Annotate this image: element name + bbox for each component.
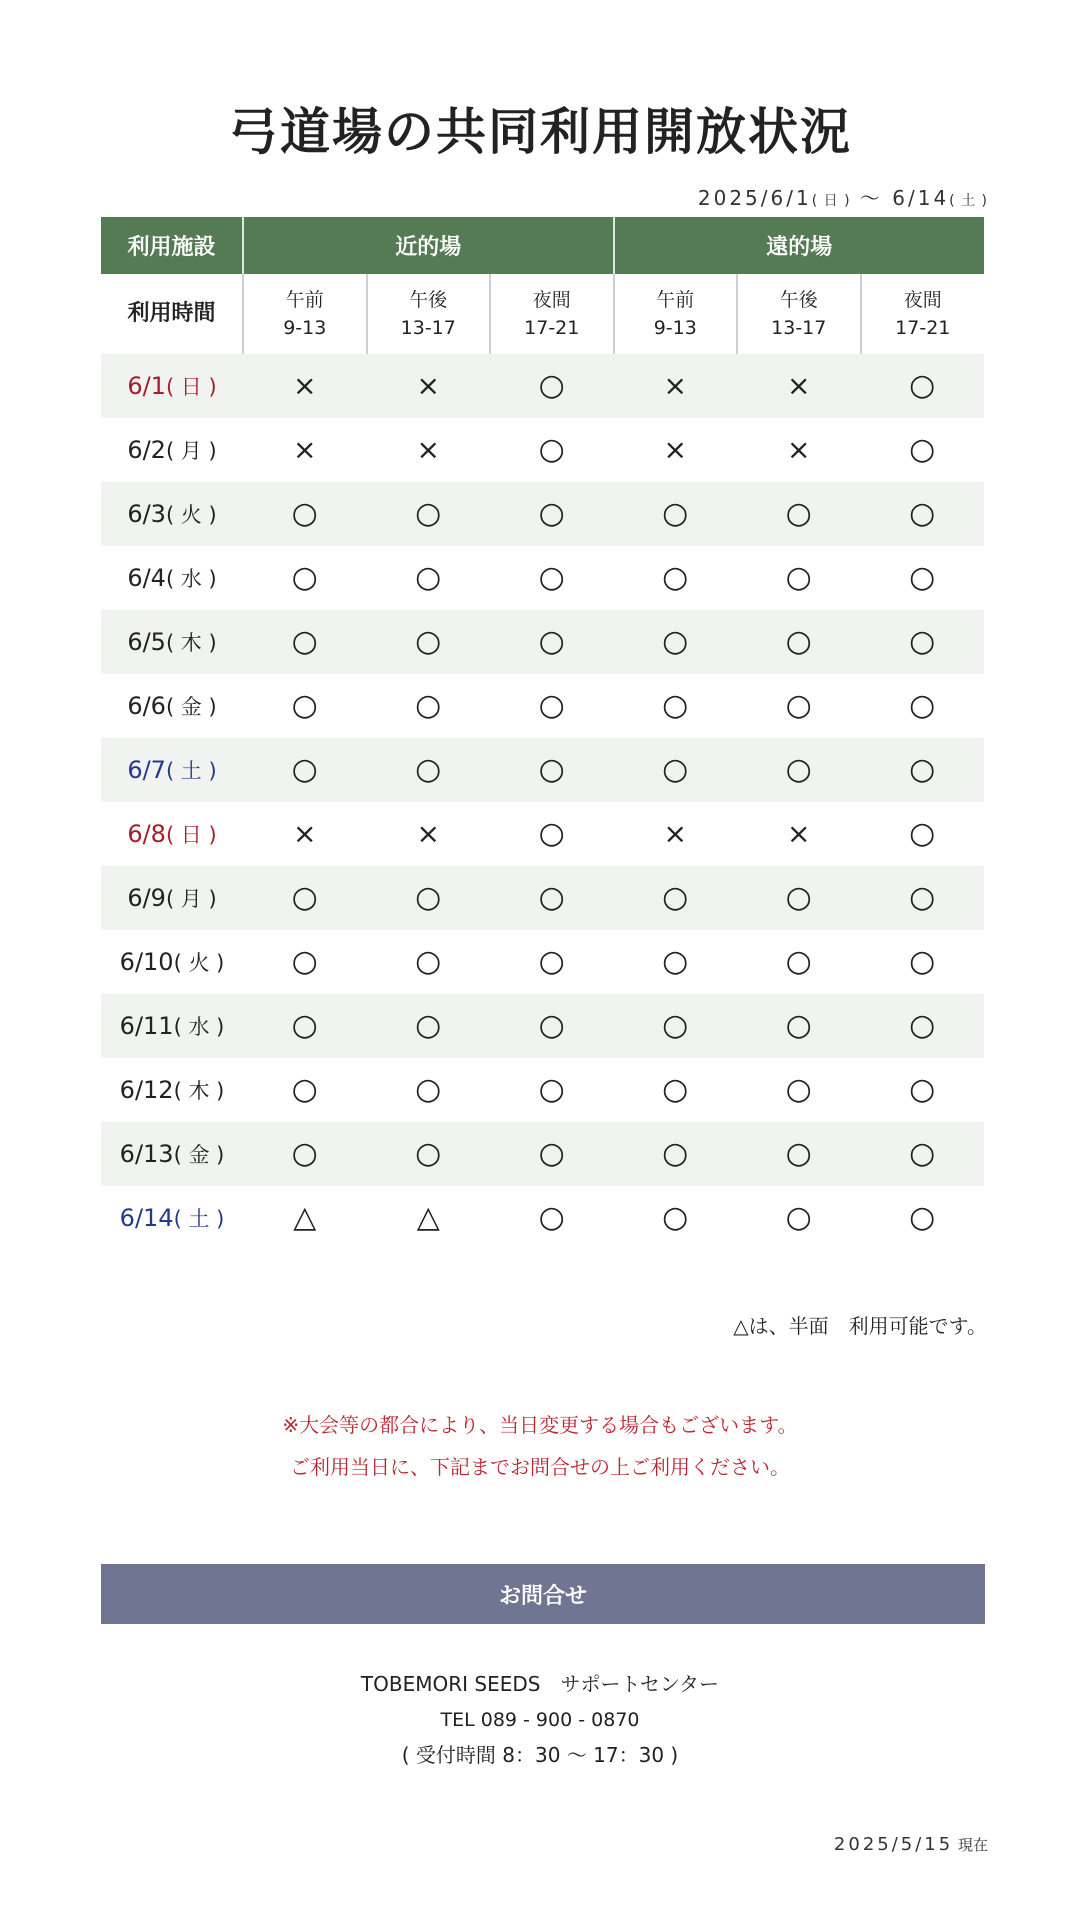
available-mark: ○	[291, 624, 318, 659]
available-mark: ○	[415, 1008, 442, 1043]
availability-cell	[367, 994, 491, 1058]
time-slot-header	[367, 274, 491, 354]
weekday-text: ( 日 )	[165, 375, 217, 399]
time-slot-name: 午後	[779, 289, 818, 311]
date-text: 6/4	[127, 564, 166, 592]
schedule-body	[101, 354, 984, 1250]
table-row	[101, 1186, 984, 1250]
availability-cell	[243, 866, 367, 930]
available-mark: ○	[909, 368, 936, 403]
availability-cell	[861, 994, 985, 1058]
time-slot-hours: 9-13	[653, 317, 697, 339]
available-mark: ○	[785, 1136, 812, 1171]
facility-header-row	[101, 217, 984, 274]
availability-cell	[737, 546, 861, 610]
availability-cell	[367, 482, 491, 546]
weekday-text: ( 水 )	[165, 567, 217, 591]
available-mark: ○	[415, 1072, 442, 1107]
available-mark: ○	[291, 560, 318, 595]
unavailable-mark: ×	[663, 368, 687, 402]
available-mark: ○	[785, 880, 812, 915]
availability-cell	[861, 482, 985, 546]
period-end-weekday: ( 土 )	[949, 193, 988, 209]
availability-cell	[614, 738, 738, 802]
available-mark: ○	[538, 816, 565, 851]
available-mark: ○	[662, 1008, 689, 1043]
availability-cell	[737, 1122, 861, 1186]
available-mark: ○	[662, 560, 689, 595]
contact-hours: ( 受付時間 8：30 〜 17：30 )	[401, 1743, 679, 1767]
date-cell	[101, 546, 243, 610]
available-mark: ○	[538, 752, 565, 787]
available-mark: ○	[909, 880, 936, 915]
available-mark: ○	[538, 1200, 565, 1235]
available-mark: ○	[291, 496, 318, 531]
weekday-text: ( 木 )	[165, 631, 217, 655]
half-available-mark: △	[293, 1200, 317, 1235]
available-mark: ○	[415, 880, 442, 915]
availability-cell	[490, 866, 614, 930]
availability-cell	[243, 482, 367, 546]
availability-cell	[490, 482, 614, 546]
unavailable-mark: ×	[787, 368, 811, 402]
availability-cell	[367, 1186, 491, 1250]
available-mark: ○	[538, 560, 565, 595]
date-text: 6/12	[119, 1076, 174, 1104]
availability-cell	[737, 802, 861, 866]
unavailable-mark: ×	[787, 432, 811, 466]
availability-cell	[737, 354, 861, 418]
availability-cell	[614, 1058, 738, 1122]
unavailable-mark: ×	[293, 432, 317, 466]
table-row	[101, 1122, 984, 1186]
availability-cell	[490, 994, 614, 1058]
available-mark: ○	[662, 496, 689, 531]
available-mark: ○	[538, 688, 565, 723]
availability-cell	[367, 930, 491, 994]
availability-cell	[243, 994, 367, 1058]
table-row	[101, 1058, 984, 1122]
availability-cell	[243, 1186, 367, 1250]
available-mark: ○	[662, 752, 689, 787]
contact-organization: TOBEMORI SEEDS サポートセンター	[360, 1672, 720, 1696]
available-mark: ○	[785, 1072, 812, 1107]
time-slot-hours: 17-21	[895, 317, 951, 339]
time-label: 利用時間	[127, 301, 216, 326]
available-mark: ○	[291, 1008, 318, 1043]
available-mark: ○	[785, 688, 812, 723]
unavailable-mark: ×	[416, 816, 440, 850]
table-row	[101, 610, 984, 674]
availability-cell	[490, 930, 614, 994]
availability-cell	[367, 610, 491, 674]
period-start: 2025/6/1	[697, 186, 812, 210]
date-text: 6/9	[127, 884, 166, 912]
contact-heading: お問合せ	[101, 1564, 985, 1624]
date-text: 6/5	[127, 628, 166, 656]
contact-phone[interactable]: TEL 089 - 900 - 0870	[440, 1709, 640, 1731]
available-mark: ○	[909, 1008, 936, 1043]
available-mark: ○	[415, 560, 442, 595]
available-mark: ○	[909, 816, 936, 851]
table-row	[101, 546, 984, 610]
weekday-text: ( 木 )	[173, 1079, 225, 1103]
date-text: 6/1	[127, 372, 166, 400]
date-cell	[101, 482, 243, 546]
availability-cell	[367, 1122, 491, 1186]
availability-cell	[861, 418, 985, 482]
table-row	[101, 674, 984, 738]
availability-cell	[614, 610, 738, 674]
availability-cell	[614, 674, 738, 738]
unavailable-mark: ×	[663, 432, 687, 466]
date-text: 6/7	[127, 756, 166, 784]
unavailable-mark: ×	[293, 368, 317, 402]
table-row	[101, 866, 984, 930]
available-mark: ○	[291, 944, 318, 979]
available-mark: ○	[785, 752, 812, 787]
availability-cell	[737, 866, 861, 930]
availability-cell	[243, 1058, 367, 1122]
availability-cell	[243, 354, 367, 418]
availability-cell	[490, 546, 614, 610]
availability-cell	[243, 546, 367, 610]
available-mark: ○	[538, 944, 565, 979]
available-mark: ○	[291, 1072, 318, 1107]
legend-note: △は、半面 利用可能です。	[733, 1314, 987, 1338]
date-text: 6/8	[127, 820, 166, 848]
unavailable-mark: ×	[416, 368, 440, 402]
time-slot-name: 夜間	[903, 289, 942, 311]
availability-cell	[243, 802, 367, 866]
availability-cell	[367, 418, 491, 482]
availability-cell	[861, 738, 985, 802]
available-mark: ○	[785, 944, 812, 979]
availability-cell	[490, 802, 614, 866]
date-cell	[101, 994, 243, 1058]
availability-cell	[243, 610, 367, 674]
available-mark: ○	[291, 752, 318, 787]
weekday-text: ( 火 )	[165, 503, 217, 527]
date-cell	[101, 354, 243, 418]
weekday-text: ( 月 )	[165, 439, 217, 463]
availability-cell	[490, 354, 614, 418]
availability-cell	[367, 738, 491, 802]
date-cell	[101, 1058, 243, 1122]
available-mark: ○	[538, 1136, 565, 1171]
availability-cell	[737, 738, 861, 802]
weekday-text: ( 土 )	[173, 1207, 225, 1231]
availability-cell	[614, 546, 738, 610]
availability-cell	[614, 418, 738, 482]
availability-cell	[861, 802, 985, 866]
availability-cell	[243, 738, 367, 802]
weekday-text: ( 金 )	[173, 1143, 225, 1167]
availability-cell	[490, 418, 614, 482]
available-mark: ○	[291, 1136, 318, 1171]
availability-cell	[243, 1122, 367, 1186]
available-mark: ○	[662, 624, 689, 659]
availability-cell	[861, 1186, 985, 1250]
table-row	[101, 354, 984, 418]
available-mark: ○	[662, 880, 689, 915]
available-mark: ○	[785, 496, 812, 531]
table-row	[101, 930, 984, 994]
availability-cell	[490, 1058, 614, 1122]
availability-cell	[737, 610, 861, 674]
date-text: 6/6	[127, 692, 166, 720]
time-header-row	[101, 274, 984, 354]
table-row	[101, 482, 984, 546]
time-slot-name: 午後	[409, 289, 448, 311]
available-mark: ○	[415, 624, 442, 659]
available-mark: ○	[415, 1136, 442, 1171]
time-slot-hours: 17-21	[524, 317, 580, 339]
available-mark: ○	[662, 1072, 689, 1107]
available-mark: ○	[909, 1136, 936, 1171]
available-mark: ○	[909, 1072, 936, 1107]
date-cell	[101, 610, 243, 674]
time-slot-header	[737, 274, 861, 354]
unavailable-mark: ×	[293, 816, 317, 850]
date-text: 6/13	[119, 1140, 174, 1168]
availability-cell	[243, 930, 367, 994]
weekday-text: ( 日 )	[165, 823, 217, 847]
availability-cell	[737, 482, 861, 546]
notice-line-2: ご利用当日に、下記までお問合せの上ご利用ください。	[290, 1455, 790, 1479]
date-text: 6/3	[127, 500, 166, 528]
availability-cell	[243, 418, 367, 482]
unavailable-mark: ×	[787, 816, 811, 850]
date-cell	[101, 418, 243, 482]
unavailable-mark: ×	[416, 432, 440, 466]
available-mark: ○	[785, 624, 812, 659]
time-slot-hours: 13-17	[771, 317, 827, 339]
availability-cell	[614, 482, 738, 546]
time-slot-header	[861, 274, 985, 354]
date-cell	[101, 866, 243, 930]
availability-cell	[367, 354, 491, 418]
weekday-text: ( 水 )	[173, 1015, 225, 1039]
time-slot-header	[243, 274, 367, 354]
venue-far-header: 遠的場	[614, 217, 985, 274]
availability-cell	[243, 674, 367, 738]
available-mark: ○	[662, 944, 689, 979]
date-cell	[101, 930, 243, 994]
available-mark: ○	[291, 688, 318, 723]
time-slot-name: 午前	[285, 289, 324, 311]
date-cell	[101, 1186, 243, 1250]
availability-cell	[490, 738, 614, 802]
page-title: 弓道場の共同利用開放状況	[228, 103, 852, 161]
period-range	[698, 182, 988, 211]
available-mark: ○	[415, 496, 442, 531]
availability-cell	[861, 674, 985, 738]
availability-cell	[367, 1058, 491, 1122]
period-separator: 〜	[850, 186, 893, 210]
availability-cell	[490, 610, 614, 674]
availability-cell	[490, 1186, 614, 1250]
date-text: 6/11	[119, 1012, 174, 1040]
availability-cell	[861, 610, 985, 674]
availability-cell	[614, 866, 738, 930]
weekday-text: ( 土 )	[165, 759, 217, 783]
available-mark: ○	[785, 560, 812, 595]
availability-cell	[614, 1122, 738, 1186]
table-row	[101, 738, 984, 802]
availability-cell	[614, 802, 738, 866]
availability-cell	[861, 1122, 985, 1186]
available-mark: ○	[415, 944, 442, 979]
availability-cell	[490, 674, 614, 738]
available-mark: ○	[538, 496, 565, 531]
availability-cell	[737, 674, 861, 738]
notice-line-1: ※大会等の都合により、当日変更する場合もございます。	[282, 1413, 798, 1437]
date-cell	[101, 802, 243, 866]
unavailable-mark: ×	[663, 816, 687, 850]
date-text: 6/14	[119, 1204, 174, 1232]
table-row	[101, 418, 984, 482]
time-slot-hours: 13-17	[400, 317, 456, 339]
date-cell	[101, 1122, 243, 1186]
available-mark: ○	[909, 1200, 936, 1235]
time-slot-header	[490, 274, 614, 354]
availability-cell	[861, 546, 985, 610]
weekday-text: ( 月 )	[165, 887, 217, 911]
available-mark: ○	[909, 624, 936, 659]
availability-cell	[737, 1058, 861, 1122]
availability-cell	[490, 1122, 614, 1186]
half-available-mark: △	[416, 1200, 440, 1235]
available-mark: ○	[785, 1200, 812, 1235]
availability-cell	[367, 674, 491, 738]
time-slot-name: 午前	[656, 289, 695, 311]
weekday-text: ( 金 )	[165, 695, 217, 719]
date-text: 6/2	[127, 436, 166, 464]
available-mark: ○	[909, 688, 936, 723]
available-mark: ○	[538, 1072, 565, 1107]
available-mark: ○	[909, 496, 936, 531]
availability-table	[101, 217, 984, 1250]
available-mark: ○	[538, 1008, 565, 1043]
availability-cell	[367, 802, 491, 866]
availability-cell	[614, 354, 738, 418]
availability-cell	[737, 930, 861, 994]
available-mark: ○	[909, 944, 936, 979]
date-cell	[101, 738, 243, 802]
available-mark: ○	[785, 1008, 812, 1043]
period-start-weekday: ( 日 )	[811, 193, 851, 209]
table-row	[101, 802, 984, 866]
time-slot-header	[614, 274, 738, 354]
availability-cell	[614, 930, 738, 994]
availability-cell	[861, 1058, 985, 1122]
available-mark: ○	[538, 624, 565, 659]
as-of-date	[834, 1834, 988, 1855]
availability-cell	[861, 866, 985, 930]
availability-cell	[367, 546, 491, 610]
available-mark: ○	[538, 880, 565, 915]
available-mark: ○	[538, 368, 565, 403]
as-of-date-value: 2025/5/15	[833, 1834, 954, 1855]
date-text: 6/10	[119, 948, 174, 976]
facility-label: 利用施設	[101, 217, 243, 274]
available-mark: ○	[291, 880, 318, 915]
time-slot-hours: 9-13	[283, 317, 327, 339]
availability-cell	[737, 994, 861, 1058]
availability-cell	[861, 354, 985, 418]
available-mark: ○	[538, 432, 565, 467]
available-mark: ○	[415, 752, 442, 787]
available-mark: ○	[662, 688, 689, 723]
as-of-suffix: 現在	[953, 1836, 988, 1854]
time-slot-name: 夜間	[532, 289, 571, 311]
availability-cell	[367, 866, 491, 930]
availability-cell	[737, 1186, 861, 1250]
availability-cell	[614, 994, 738, 1058]
availability-cell	[614, 1186, 738, 1250]
available-mark: ○	[909, 560, 936, 595]
availability-cell	[861, 930, 985, 994]
available-mark: ○	[415, 688, 442, 723]
table-row	[101, 994, 984, 1058]
availability-cell	[737, 418, 861, 482]
available-mark: ○	[662, 1136, 689, 1171]
available-mark: ○	[662, 1200, 689, 1235]
available-mark: ○	[909, 432, 936, 467]
available-mark: ○	[909, 752, 936, 787]
period-end: 6/14	[892, 186, 950, 210]
weekday-text: ( 火 )	[173, 951, 225, 975]
venue-near-header: 近的場	[243, 217, 614, 274]
date-cell	[101, 674, 243, 738]
